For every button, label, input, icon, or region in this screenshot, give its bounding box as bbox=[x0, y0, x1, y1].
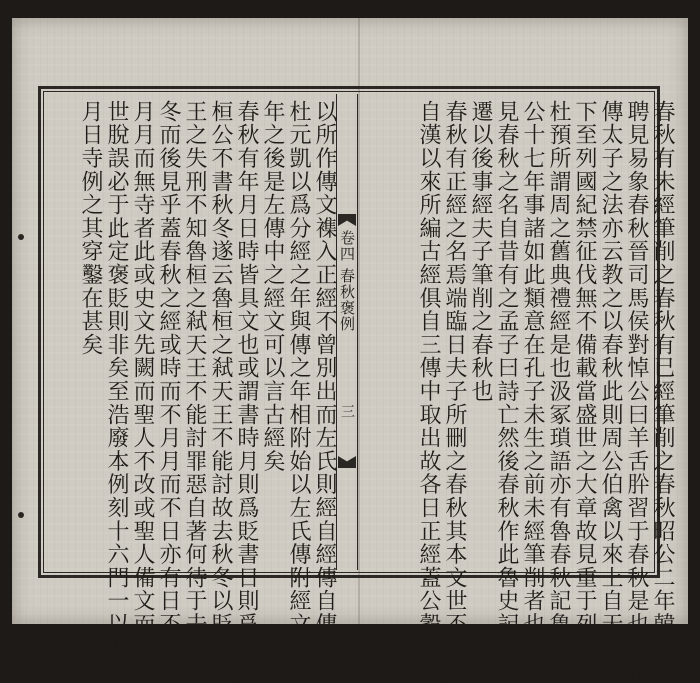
text-column: 傳太子之法亦云教之以春秋此則周公伯禽以來上自天子 bbox=[598, 100, 623, 660]
folio-number: 三 bbox=[339, 404, 355, 418]
text-column: 聘見易象春秋晉司馬侯對悼公曰羊舌肸習于春秋是也孰論 bbox=[624, 100, 649, 683]
text-column: 年之後是左傳中之經文可以言古經矣 bbox=[260, 100, 285, 473]
text-column: 春秋有正經之名焉端臨日夫子所刪之春秋其本文世不多見 bbox=[442, 100, 467, 683]
text-column: 見春秋之名自昔有之孟子曰詩亡然後春秋作此魯史記東 bbox=[494, 100, 519, 660]
text-column: 杜預所謂周之舊典禮經是也汲冢瑣語亦有魯春秋記魯獻 bbox=[546, 100, 571, 660]
binding-hole bbox=[18, 512, 24, 518]
text-column: 月月而無寺者此或史文先闕而聖人不改或聖人備文而後 bbox=[130, 100, 155, 660]
text-column: 公十七年事諸如此類意在孔子未生之前未經筆削者也可 bbox=[520, 100, 545, 660]
volume-title: 卷四 春秋褒例 bbox=[338, 230, 356, 332]
text-column: 王之失刑不知魯桓之弒天王不能討罪惡自著何待于去秋 bbox=[182, 100, 207, 660]
text-column: 冬而後見乎蓋春秋之經或時而不月月而不日亦有日不係 bbox=[156, 100, 181, 660]
text-column: 以所作傳文襍入正經不曾別出而左氏則經自經傳自傳建 bbox=[312, 100, 337, 660]
text-column: 遷以後事經夫子筆削之春秋也 bbox=[468, 100, 493, 403]
text-column: 杜元凱以爲分經之年與傳之年相附始以左氏傳附經文各 bbox=[286, 100, 311, 660]
text-column: 世脫誤必于此定褒貶則非矣至浩廢本例刻十六門一以年 bbox=[104, 100, 129, 660]
center-column-strip bbox=[336, 94, 358, 570]
text-column: 桓公不書秋冬遂云魯桓之弒天王不能討故去秋冬以貶天 bbox=[208, 100, 233, 660]
text-column: 下至列國紀禁征伐無不備載當盛世之大章故見重于列國 bbox=[572, 100, 597, 660]
text-column: 自漢以來所編古經俱自三傳中取出故各日正經蓋公穀左 bbox=[416, 100, 441, 660]
text-column: 春秋有年月日時皆具文也或謂書時月則爲貶書日則爲褒如 bbox=[234, 100, 259, 683]
text-column: 月日寺例之其穿鑿在甚矣 bbox=[78, 100, 103, 357]
text-column: 春秋有未經筆削之春秋有已經筆削之春秋昭公二年韓起來 bbox=[650, 100, 675, 683]
binding-hole bbox=[18, 234, 24, 240]
